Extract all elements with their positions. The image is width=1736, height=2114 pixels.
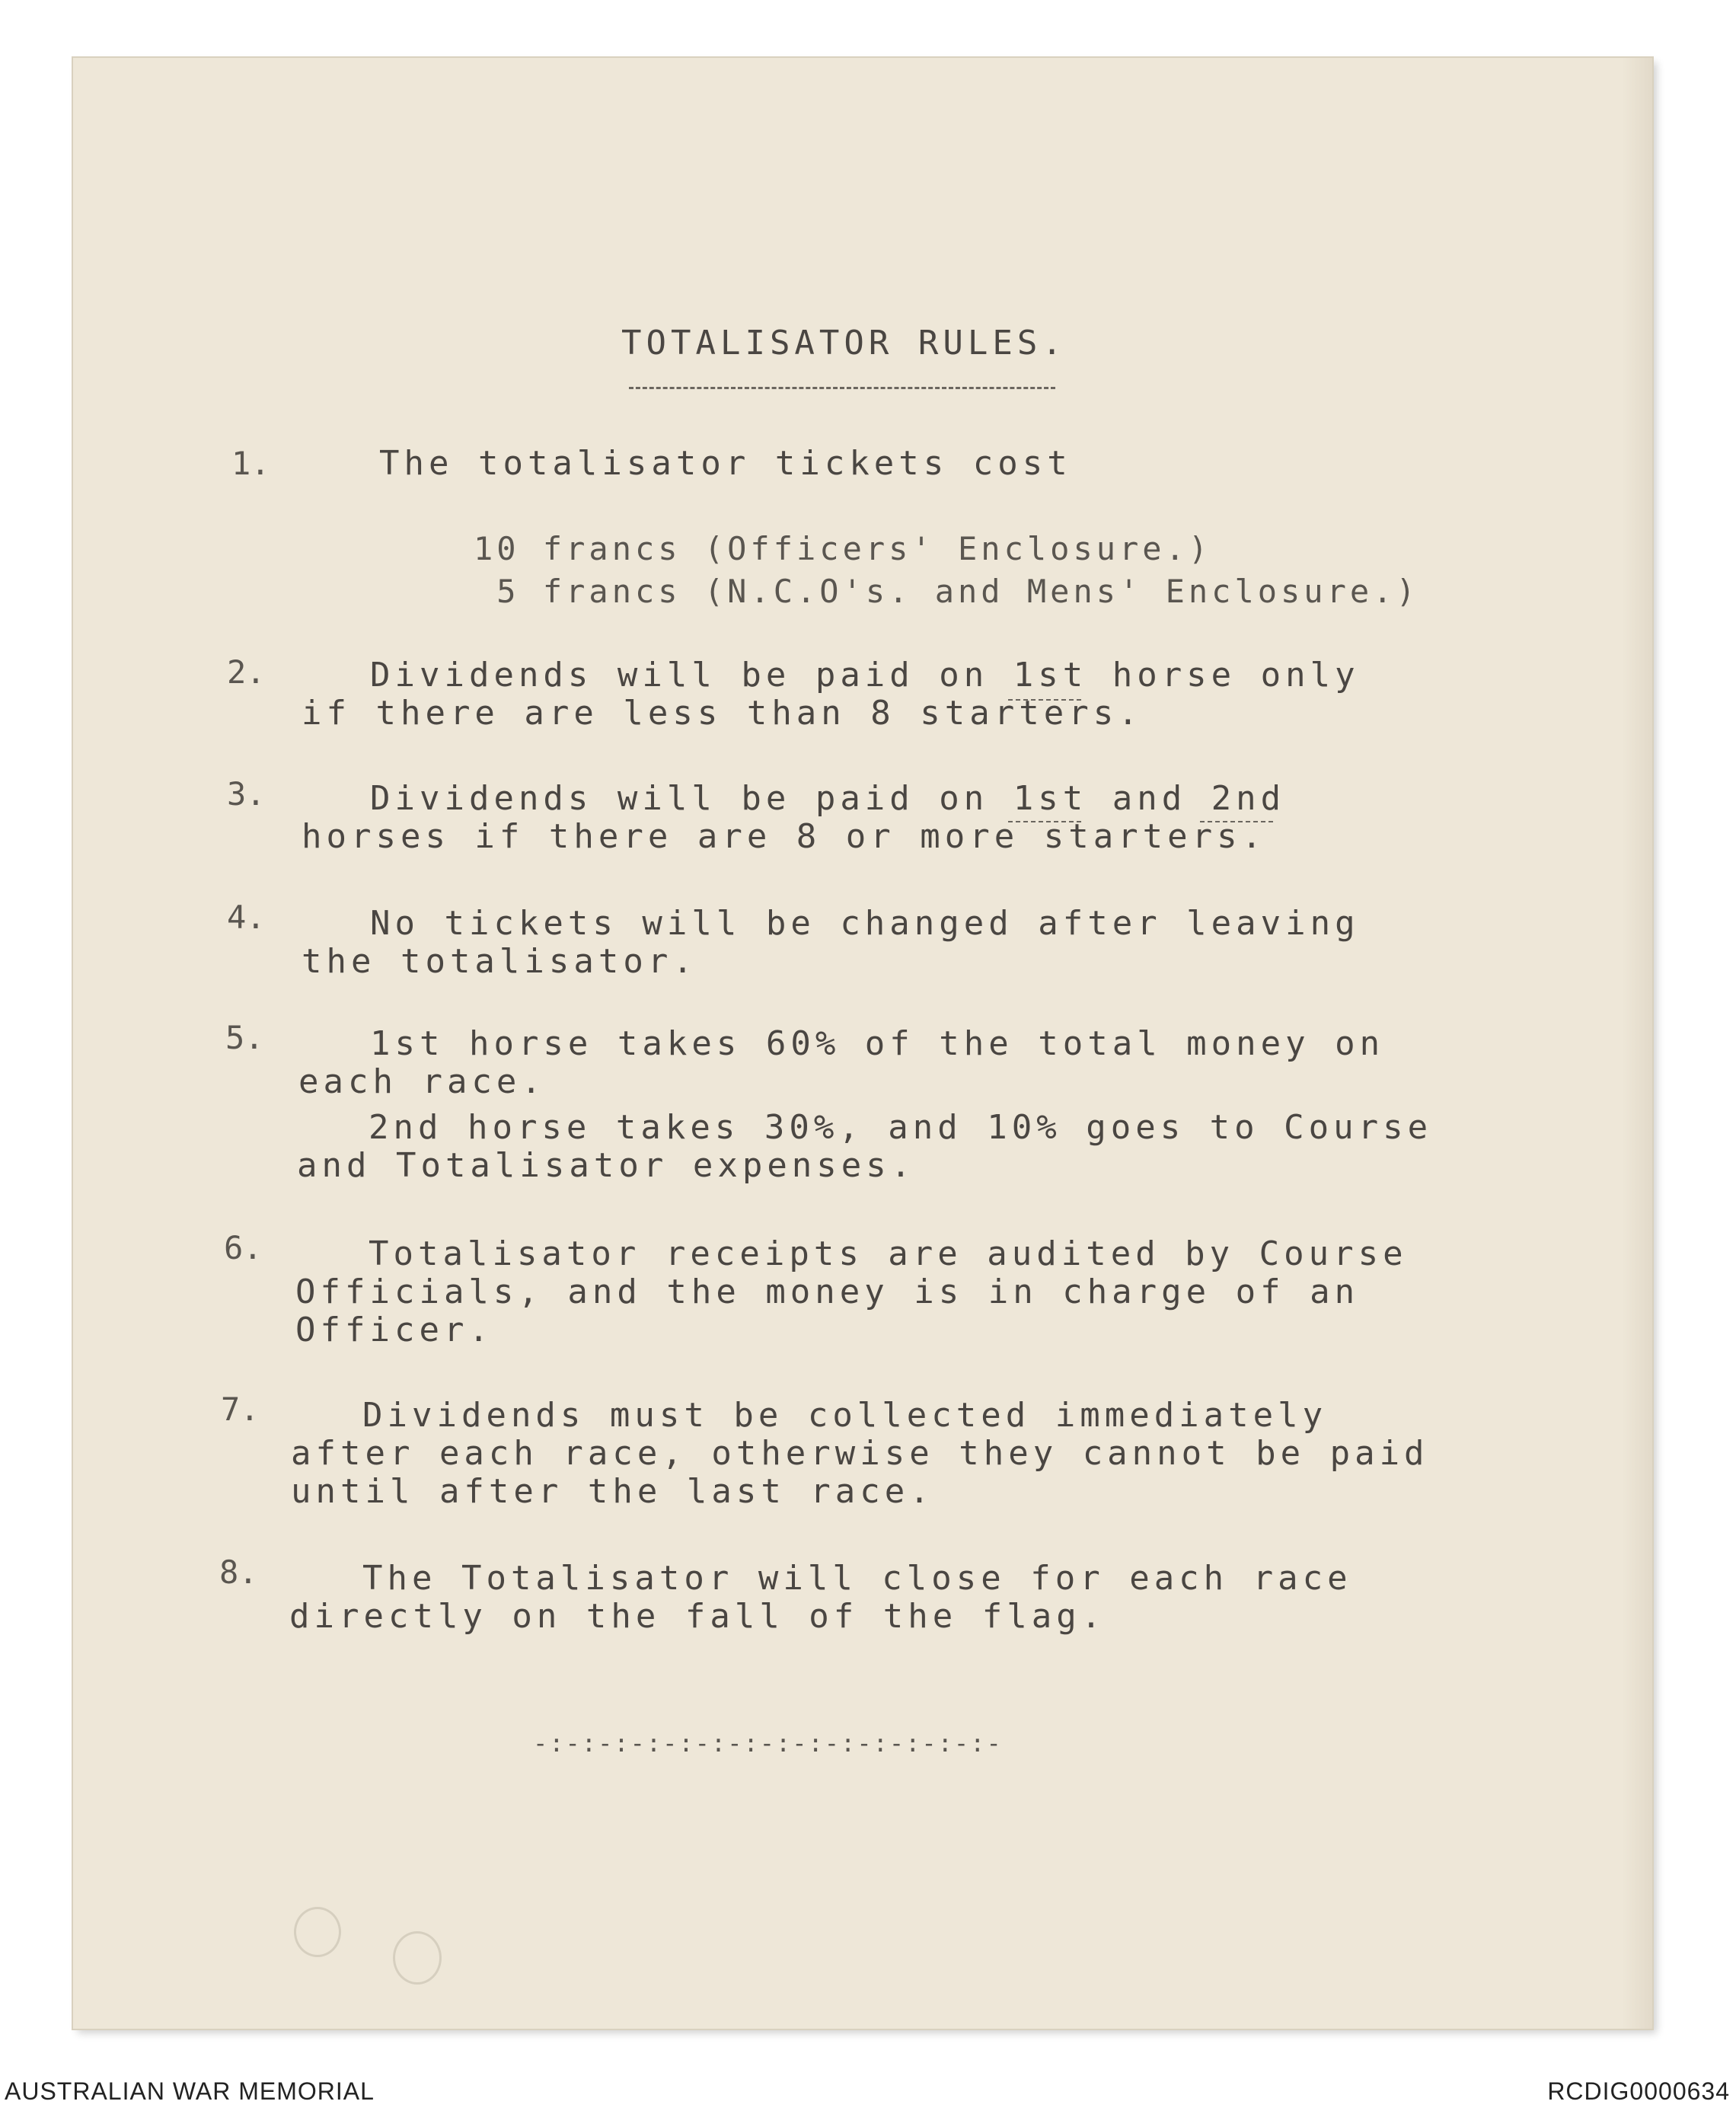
rule-7-number: 7. <box>221 1391 260 1428</box>
rule-2-underline-1st <box>1008 699 1081 701</box>
rule-3-underline-2nd <box>1200 821 1273 822</box>
rule-2-line-2: if there are less than 8 starters. <box>302 694 1143 733</box>
rule-4-line-2: the totalisator. <box>302 942 697 981</box>
rule-1-fee-officers: 10 francs (Officers' Enclosure.) <box>474 530 1212 567</box>
rule-1-number: 1. <box>231 445 270 482</box>
archive-caption-left: AUSTRALIAN WAR MEMORIAL <box>5 2077 375 2105</box>
end-mark: -:-:-:-:-:-:-:-:-:-:-:-:-:-:- <box>533 1729 1003 1758</box>
archive-caption-right: RCDIG0000634 <box>1547 2077 1730 2105</box>
rule-3-line-1: Dividends will be paid on 1st and 2nd <box>370 779 1286 818</box>
title-underline <box>629 387 1055 389</box>
rule-5-line-3: 2nd horse takes 30%, and 10% goes to Course <box>369 1108 1433 1147</box>
rule-5-line-1: 1st horse takes 60% of the total money on <box>370 1024 1385 1063</box>
rule-5-number: 5. <box>225 1019 264 1056</box>
rule-3-line-2: horses if there are 8 or more starters. <box>302 817 1267 856</box>
rule-5-line-4: and Totalisator expenses. <box>297 1146 916 1185</box>
rule-2-line-1: Dividends will be paid on 1st horse only <box>370 656 1360 695</box>
rule-4-line-1: No tickets will be changed after leaving <box>370 904 1360 943</box>
punch-hole-left <box>294 1907 341 1957</box>
rule-7-line-3: until after the last race. <box>291 1472 934 1511</box>
rule-6-number: 6. <box>224 1229 263 1266</box>
rule-7-line-1: Dividends must be collected immediately <box>362 1396 1328 1435</box>
rule-8-number: 8. <box>219 1554 258 1591</box>
rule-5-line-2: each race. <box>298 1062 546 1101</box>
rule-7-line-2: after each race, otherwise they cannot be paid <box>291 1434 1429 1473</box>
rule-3-number: 3. <box>227 775 266 813</box>
page-title: TOTALISATOR RULES. <box>621 324 1067 362</box>
rule-3-underline-1st <box>1008 821 1081 822</box>
rule-2-number: 2. <box>227 653 266 691</box>
rule-4-number: 4. <box>227 899 266 936</box>
rule-6-line-1: Totalisator receipts are audited by Course <box>369 1234 1408 1273</box>
rule-8-line-2: directly on the fall of the flag. <box>289 1597 1106 1636</box>
rule-1-fee-ncos: 5 francs (N.C.O's. and Mens' Enclosure.) <box>474 573 1419 610</box>
punch-hole-right <box>393 1931 442 1985</box>
rule-1-line-1: The totalisator tickets cost <box>379 444 1072 483</box>
rule-6-line-3: Officer. <box>295 1311 493 1349</box>
rule-6-line-2: Officials, and the money is in charge of an <box>295 1273 1360 1311</box>
rule-8-line-1: The Totalisator will close for each race <box>362 1559 1352 1598</box>
